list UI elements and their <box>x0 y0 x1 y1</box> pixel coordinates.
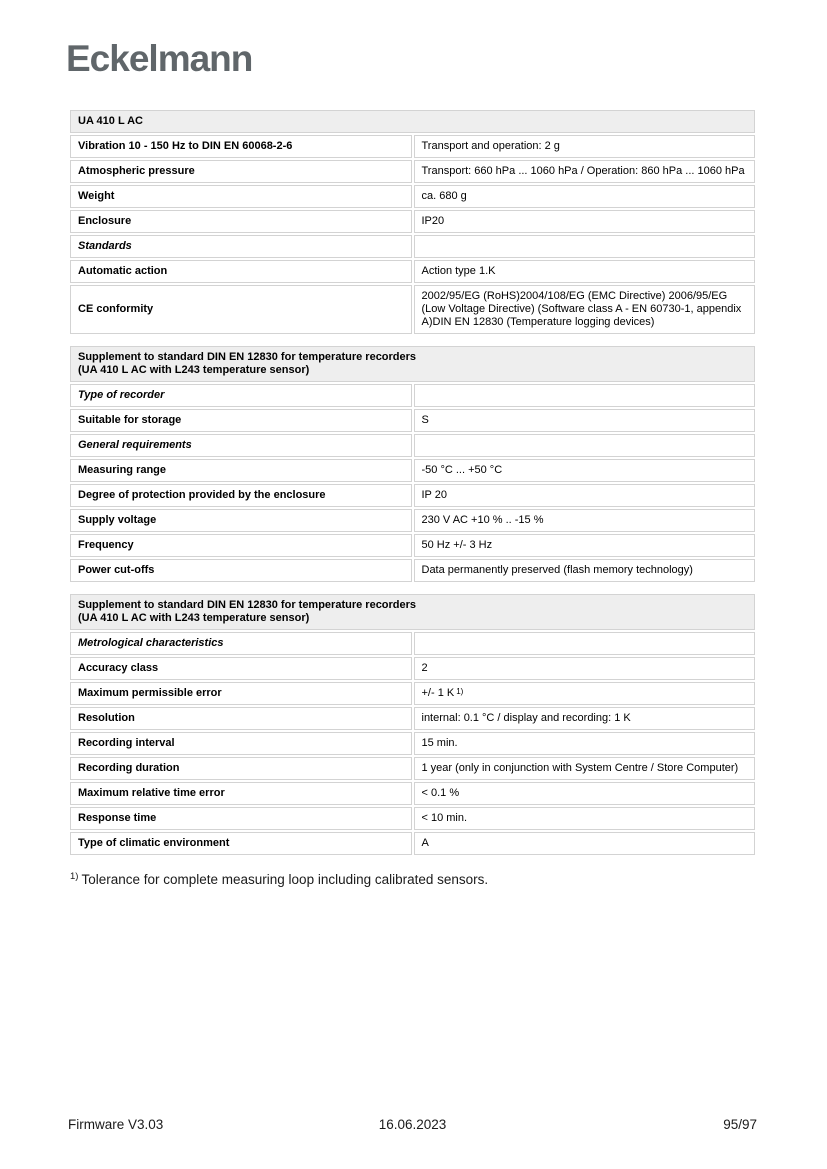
table-header-row <box>70 346 755 382</box>
table-section-row <box>70 384 755 407</box>
spec-value: IP20 <box>414 210 756 233</box>
table-row <box>70 210 755 233</box>
spec-value <box>414 235 756 258</box>
spec-label: Frequency <box>70 534 412 557</box>
table-row <box>70 260 755 283</box>
table-section-row <box>70 235 755 258</box>
table-header-line1: Supplement to standard DIN EN 12830 for temperature recorders <box>78 599 417 611</box>
spec-label: Measuring range <box>70 459 412 482</box>
table-header-line2: (UA 410 L AC with L243 temperature sensor) <box>78 364 310 376</box>
table-section-row <box>70 434 755 457</box>
page-footer <box>68 1117 757 1132</box>
table-section-row <box>70 632 755 655</box>
footnote-marker: 1) <box>456 687 464 696</box>
spec-value: internal: 0.1 °C / display and recording: 1 K <box>414 707 756 730</box>
spec-label: Supply voltage <box>70 509 412 532</box>
footer-firmware-version: Firmware V3.03 <box>68 1117 164 1132</box>
table-header-row <box>70 594 755 630</box>
table-row <box>70 732 755 755</box>
table-row <box>70 509 755 532</box>
spec-label: Recording interval <box>70 732 412 755</box>
spec-value: Action type 1.K <box>414 260 756 283</box>
spec-section-label: Type of recorder <box>70 384 412 407</box>
spec-value: 230 V AC +10 % .. -15 % <box>414 509 756 532</box>
table-row <box>70 832 755 855</box>
footnote-marker: 1) <box>70 871 79 882</box>
spec-value <box>414 384 756 407</box>
table-row <box>70 682 755 705</box>
footnote <box>68 871 757 888</box>
spec-label: Recording duration <box>70 757 412 780</box>
table-row <box>70 807 755 830</box>
spec-section-label: General requirements <box>70 434 412 457</box>
spec-label: Vibration 10 - 150 Hz to DIN EN 60068-2-6 <box>70 135 412 158</box>
spec-table-ua410 <box>68 108 757 336</box>
table-header-row <box>70 110 755 133</box>
spec-value: 15 min. <box>414 732 756 755</box>
company-logo: Eckelmann <box>66 38 253 79</box>
spec-value: < 10 min. <box>414 807 756 830</box>
spec-label: Suitable for storage <box>70 409 412 432</box>
spec-label: Weight <box>70 185 412 208</box>
footer-date: 16.06.2023 <box>378 1117 447 1132</box>
spec-value: Transport and operation: 2 g <box>414 135 756 158</box>
table-row <box>70 707 755 730</box>
table-row <box>70 559 755 582</box>
table-header-line2: (UA 410 L AC with L243 temperature sensor) <box>78 612 310 624</box>
table-row <box>70 757 755 780</box>
spec-label: Enclosure <box>70 210 412 233</box>
spec-value: A <box>414 832 756 855</box>
spec-value <box>414 434 756 457</box>
spec-value: -50 °C ... +50 °C <box>414 459 756 482</box>
table-row <box>70 484 755 507</box>
table-header-line1: Supplement to standard DIN EN 12830 for temperature recorders <box>78 351 417 363</box>
spec-table-supplement-2 <box>68 592 757 857</box>
footnote-text: Tolerance for complete measuring loop including calibrated sensors. <box>81 872 489 887</box>
spec-label: Automatic action <box>70 260 412 283</box>
table-row <box>70 160 755 183</box>
table-row <box>70 185 755 208</box>
spec-value <box>414 632 756 655</box>
spec-table-supplement-1 <box>68 344 757 584</box>
spec-value: 2 <box>414 657 756 680</box>
table-row <box>70 782 755 805</box>
spec-section-label: Standards <box>70 235 412 258</box>
spec-label: CE conformity <box>70 285 412 334</box>
spec-value: < 0.1 % <box>414 782 756 805</box>
table-row <box>70 285 755 334</box>
spec-label: Maximum relative time error <box>70 782 412 805</box>
table-row <box>70 657 755 680</box>
spec-value: IP 20 <box>414 484 756 507</box>
spec-label: Response time <box>70 807 412 830</box>
spec-label: Atmospheric pressure <box>70 160 412 183</box>
spec-value: Transport: 660 hPa ... 1060 hPa / Operation: 860 hPa ... 1060 hPa <box>414 160 756 183</box>
table-header: UA 410 L AC <box>70 110 755 133</box>
table-row <box>70 135 755 158</box>
spec-label: Maximum permissible error <box>70 682 412 705</box>
spec-label: Resolution <box>70 707 412 730</box>
table-header <box>70 346 755 382</box>
table-row <box>70 409 755 432</box>
spec-value <box>414 682 756 705</box>
spec-value: S <box>414 409 756 432</box>
page-content <box>68 108 757 888</box>
footer-page-number: 95/97 <box>723 1117 757 1132</box>
table-row <box>70 459 755 482</box>
spec-value: 2002/95/EG (RoHS)2004/108/EG (EMC Directive) 2006/95/EG (Low Voltage Directive) (Software class A - EN 60730-1, appendix A)DIN EN 12830 (Temperature logging devices) <box>414 285 756 334</box>
spec-label: Power cut-offs <box>70 559 412 582</box>
spec-label: Type of climatic environment <box>70 832 412 855</box>
spec-value: 50 Hz +/- 3 Hz <box>414 534 756 557</box>
spec-section-label: Metrological characteristics <box>70 632 412 655</box>
spec-value-text: +/- 1 K <box>421 687 455 699</box>
spec-value: 1 year (only in conjunction with System Centre / Store Computer) <box>414 757 756 780</box>
spec-value: Data permanently preserved (flash memory technology) <box>414 559 756 582</box>
table-row <box>70 534 755 557</box>
table-header <box>70 594 755 630</box>
spec-label: Degree of protection provided by the enclosure <box>70 484 412 507</box>
spec-label: Accuracy class <box>70 657 412 680</box>
spec-value: ca. 680 g <box>414 185 756 208</box>
